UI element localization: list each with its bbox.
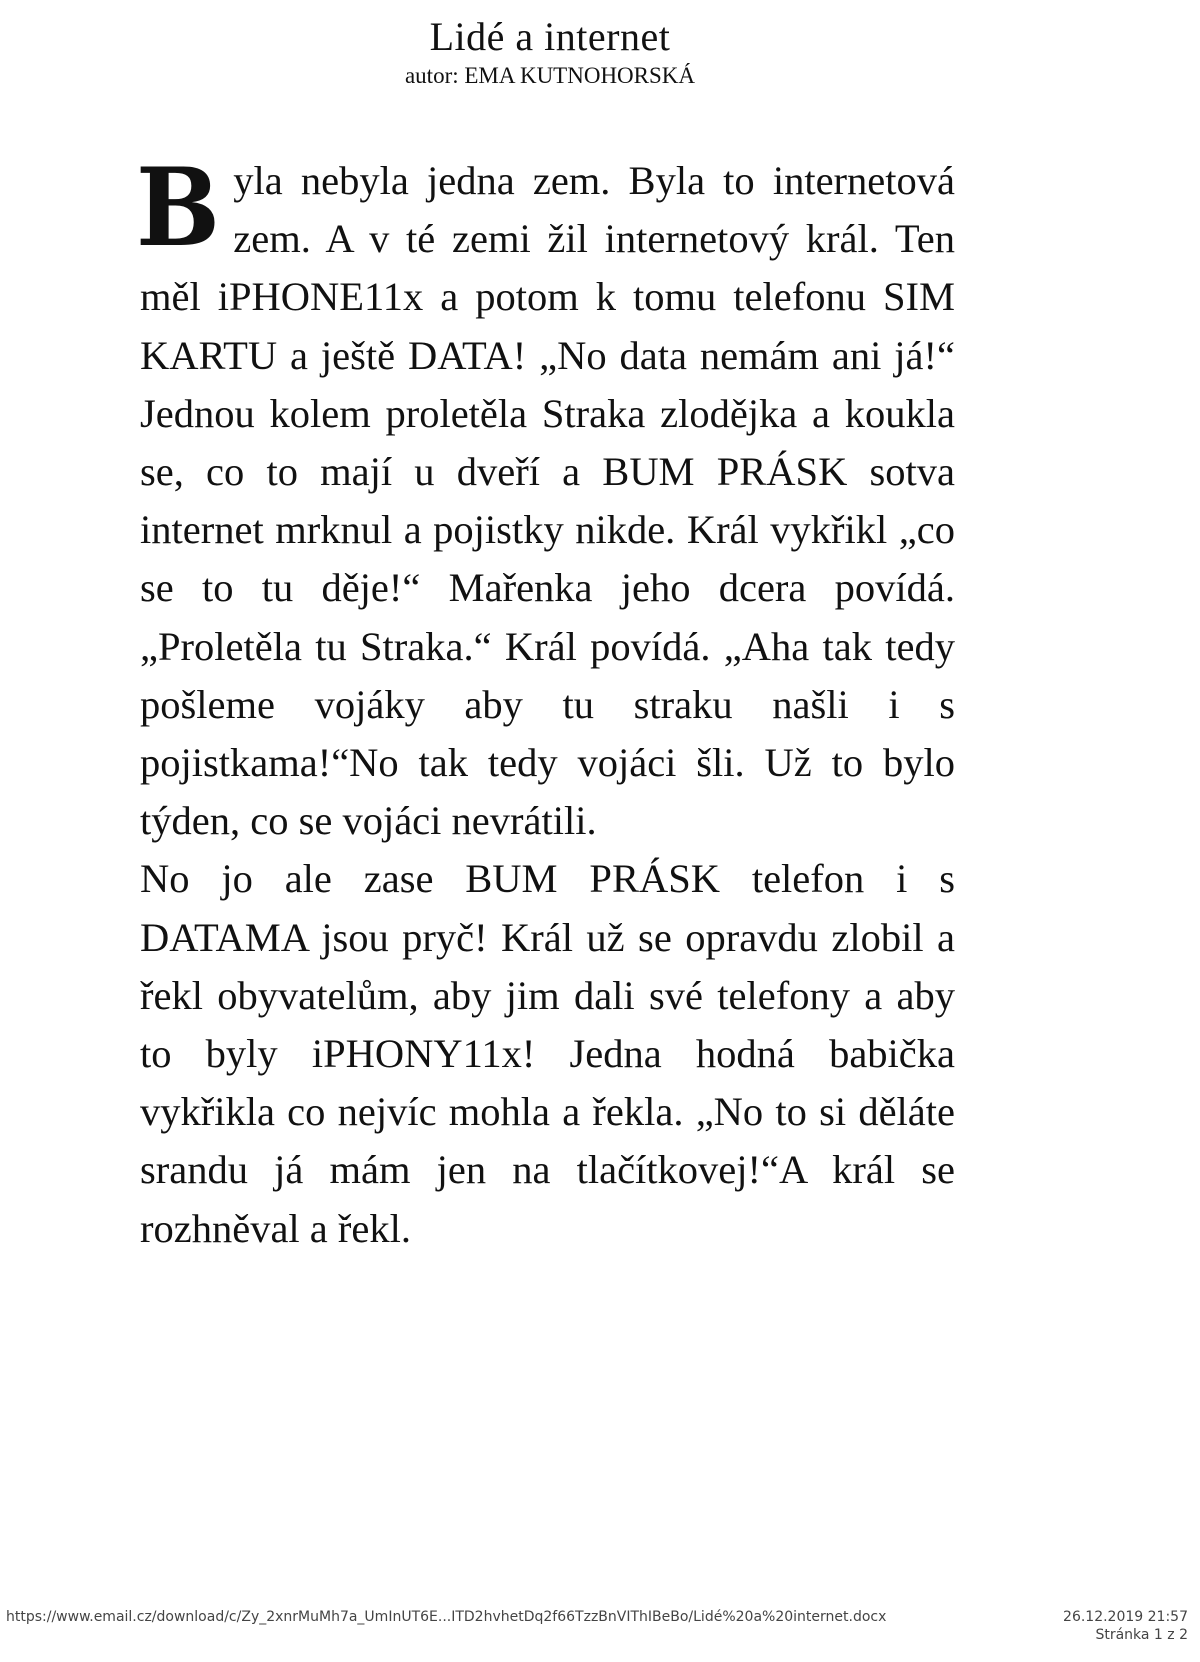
document-author: autor: EMA KUTNOHORSKÁ — [404, 63, 696, 88]
story-paragraph-1 — [136, 118, 955, 850]
drop-cap-letter: B — [136, 145, 220, 271]
story-paragraph-2: No jo ale zase BUM PRÁSK telefon i s DATAMA jsou pryč! Král už se opravdu zlobil a řekl obyvatelům, aby jim dali své telefony a aby to byly iPHONY11x! Jedna hodná babička vykřikla co nejvíc mohla a řekla. „No to si děláte srandu já mám jen na tlačítkovej!“A král se rozhněval a řekl. — [140, 856, 955, 1251]
story-body — [136, 118, 955, 1258]
footer-page-number: Stránka 1 z 2 — [1095, 1627, 1188, 1643]
story-paragraph-1-text: yla nebyla jedna zem. Byla to internetová zem. A v té zemi žil internetový král. Ten měl iPHONE11x a potom k tomu telefonu SIM KARTU a ještě DATA! „No data nemám ani já!“ Jednou kolem proletěla Straka zlodějka a koukla se, co to mají u dveří a BUM PRÁSK sotva internet mrknul a pojistky nikde. Král vykřikl „co se to tu děje!“ Mařenka jeho dcera povídá. „Proletěla tu Straka.“ Král povídá. „Aha tak tedy pošleme vojáky aby tu straku našli i s pojistkama!“No tak tedy vojáci šli. Už to bylo týden, co se vojáci nevrátili. — [140, 158, 955, 844]
footer-datetime: 26.12.2019 21:57 — [1063, 1609, 1188, 1625]
document-title: Lidé a internet — [429, 14, 671, 59]
footer-meta — [1063, 1608, 1188, 1644]
document-header — [0, 12, 1100, 90]
footer-url: https://www.email.cz/download/c/Zy_2xnrMuMh7a_UmInUT6E...ITD2hvhetDq2f66TzzBnVIThIBeBo/Lidé%20a%20internet.docx — [6, 1609, 887, 1625]
